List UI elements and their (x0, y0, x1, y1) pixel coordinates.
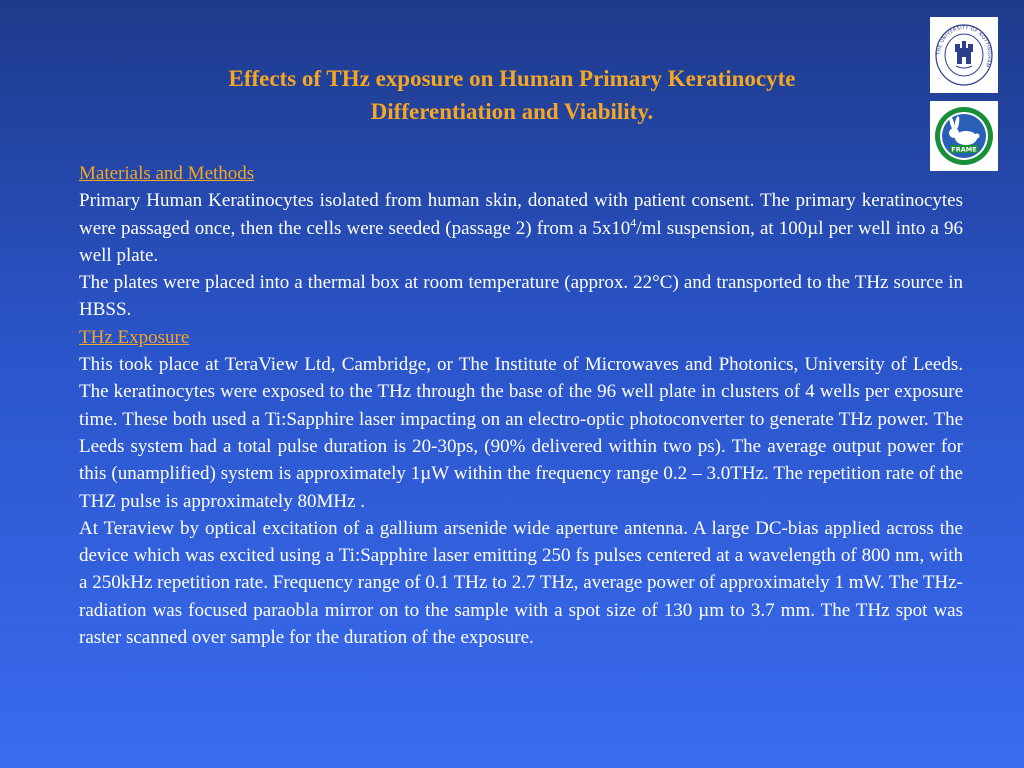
materials-heading: Materials and Methods (79, 163, 255, 184)
frame-rabbit-icon (934, 105, 994, 167)
title-line-1: Effects of THz exposure on Human Primary Keratinocyte (228, 66, 796, 91)
exposure-paragraph-1: This took place at TeraView Ltd, Cambridge, or The Institute of Microwaves and Photonics, University of Leeds. The keratinocytes were exposed to the THz through the base of the 96 well plate in clusters of 4 wells per exposure time. These both used a Ti:Sapphire laser impacting on an electro-optic photoconverter to generate THz power. The Leeds system had a total pulse duration is 20-30ps, (90% delivered within two ps). The average output power for this (unamplified) system is approximately 1µW within the frequency range 0.2 – 3.0THz. The repetition rate of the THZ pulse is approximately 80MHz . (79, 354, 963, 512)
nottingham-logo (930, 17, 998, 93)
exposure-heading: THz Exposure (79, 326, 190, 348)
slide-title (110, 62, 914, 128)
nottingham-ring-text: THE UNIVERSITY OF NOTTINGHAM (936, 25, 992, 68)
exposure-paragraph-2: At Teraview by optical excitation of a gallium arsenide wide aperture antenna. A large DC-bias applied across the device which was excited using a Ti:Sapphire laser emitting 250 fs pulses centered at a wavelength of 800 nm, with a 250kHz repetition rate. Frequency range of 0.1 THz to 2.7 THz, average power of approximately 1 mW. The THz-radiation was focused paraobla mirror on to the sample with a spot size of 130 µm to 3.7 mm. The THz spot was raster scanned over sample for the duration of the exposure. (79, 517, 963, 649)
exponent: 4 (630, 215, 637, 230)
title-line-2: Differentiation and Viability. (370, 99, 654, 124)
slide-body (79, 160, 963, 651)
materials-p1-text: Primary Human Keratinocytes isolated from human skin, donated with patient consent. The primary keratinocytes were passaged once, then the cells were seeded (passage 2) from a 5x10 (79, 190, 963, 239)
materials-paragraph-1 (79, 187, 963, 269)
materials-paragraph-2: The plates were placed into a thermal box at room temperature (approx. 22°C) and transported to the THz source in HBSS. (79, 272, 963, 321)
nottingham-crest-icon (933, 22, 995, 88)
materials-p1-tail: /ml suspension, at 100µl per well into a 96 well plate. (79, 217, 963, 266)
frame-banner-text: FRAME (951, 145, 977, 154)
